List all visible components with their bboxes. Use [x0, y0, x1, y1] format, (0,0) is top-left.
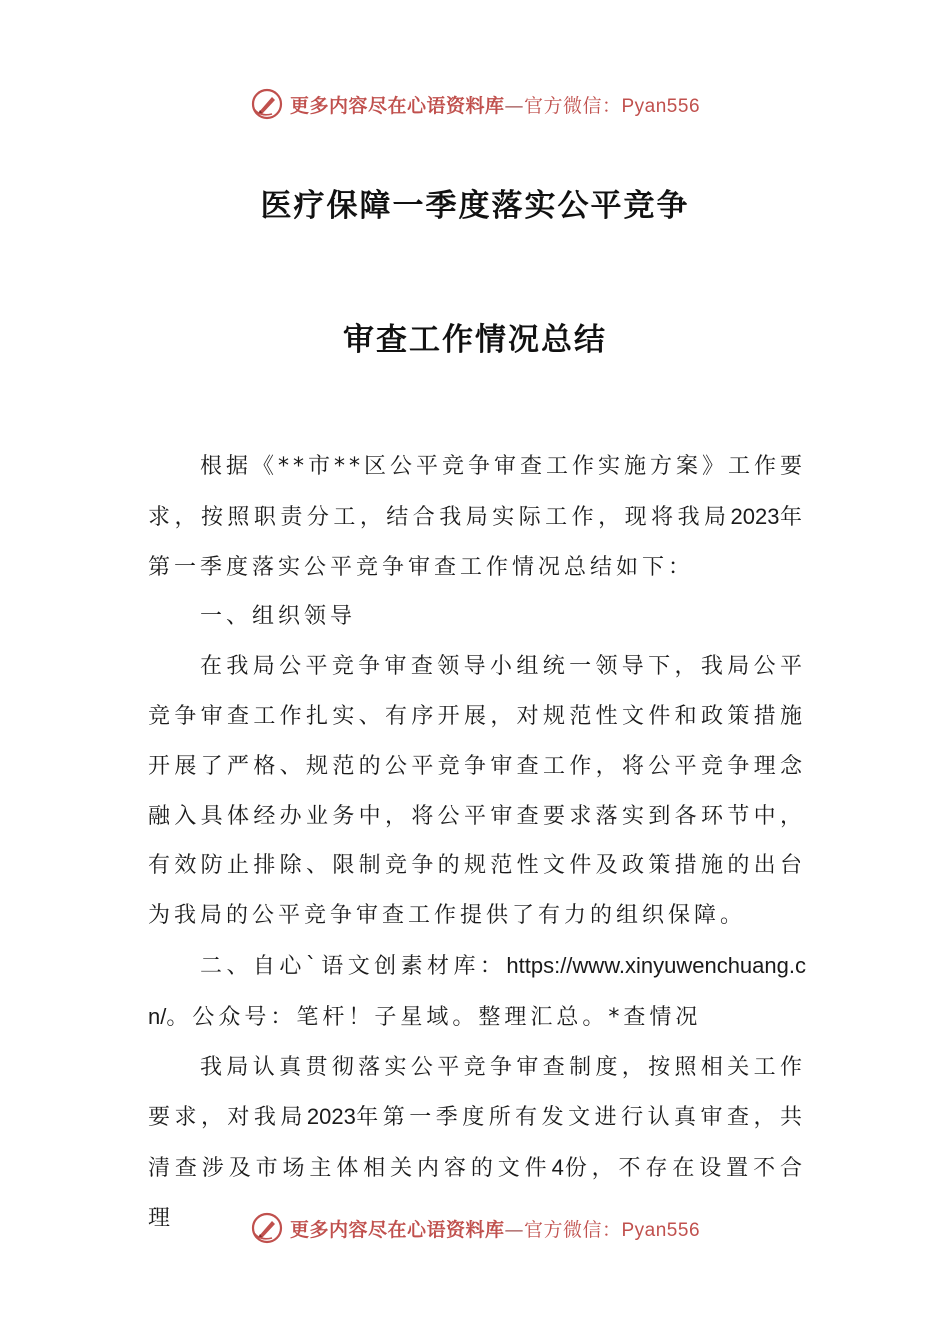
paragraph-intro-year: 2023 — [730, 503, 780, 529]
document-title-line-2: 审查工作情况总结 — [343, 322, 607, 358]
watermark-wechat-id: Pyan556 — [621, 1219, 701, 1241]
section-heading-2-text-b: 。公众号：笔杆！子星域。整理汇总。*查情况 — [166, 1004, 702, 1030]
watermark-main-text: 更多内容尽在心语资料库 — [289, 94, 505, 117]
paragraph-review-text-c: 份，不存在设置不合理 — [148, 1156, 806, 1231]
section-heading-2-text-a: 二、自心`语文创素材库： — [200, 953, 507, 979]
watermark-main-text: 更多内容尽在心语资料库 — [289, 1218, 505, 1241]
paragraph-intro-text-a: 根据《**市**区公平竞争审查工作实施方案》工作要求，按照职责分工，结合我局实际工作，现将我局 — [148, 454, 807, 530]
section-heading-2 — [148, 941, 806, 1043]
paragraph-intro-text-b: 年第一季度落实公平竞争审查工作情况总结如下： — [148, 504, 806, 580]
paragraph-intro — [148, 442, 806, 592]
watermark-dash: — — [504, 1218, 524, 1241]
document-title-line-1: 医疗保障一季度落实公平竞争 — [260, 188, 690, 224]
paragraph-organization: 在我局公平竞争审查领导小组统一领导下，我局公平竞争审查工作扎实、有序开展，对规范性文件和政策措施开展了严格、规范的公平竞争审查工作，将公平竞争理念融入具体经办业务中，将公平审查要求落实到各环节中，有效防止排除、限制竞争的规范性文件及政策措施的出台为我局的公平竞争审查工作提供了有力的组织保障。 — [148, 654, 806, 929]
pen-logo-icon — [250, 1211, 284, 1245]
bottom-watermark-banner — [0, 1208, 950, 1248]
pen-logo-icon — [250, 87, 284, 121]
top-watermark-banner — [0, 84, 950, 124]
watermark-wechat-id: Pyan556 — [621, 95, 701, 117]
watermark-official-label: 官方微信： — [523, 1218, 622, 1241]
document-body — [148, 442, 806, 1244]
paragraph-review-text-a: 我局认真贯彻落实公平竞争审查制度，按照相关工作要求，对我局 — [148, 1054, 806, 1131]
paragraph-review-year: 2023 — [306, 1104, 356, 1130]
source-url-link[interactable]: https://www.xinyuwenchuang.cn/ — [148, 952, 806, 1029]
paragraph-review-text-b: 年第一季度所有发文进行认真审查，共清查涉及市场主体相关内容的文件 — [148, 1105, 806, 1182]
section-heading-1: 一、组织领导 — [200, 604, 357, 630]
watermark-text — [290, 91, 700, 118]
paragraph-review-count: 4 — [551, 1155, 564, 1181]
watermark-text — [290, 1215, 700, 1242]
watermark-dash: — — [504, 94, 524, 117]
watermark-official-label: 官方微信： — [523, 94, 622, 117]
